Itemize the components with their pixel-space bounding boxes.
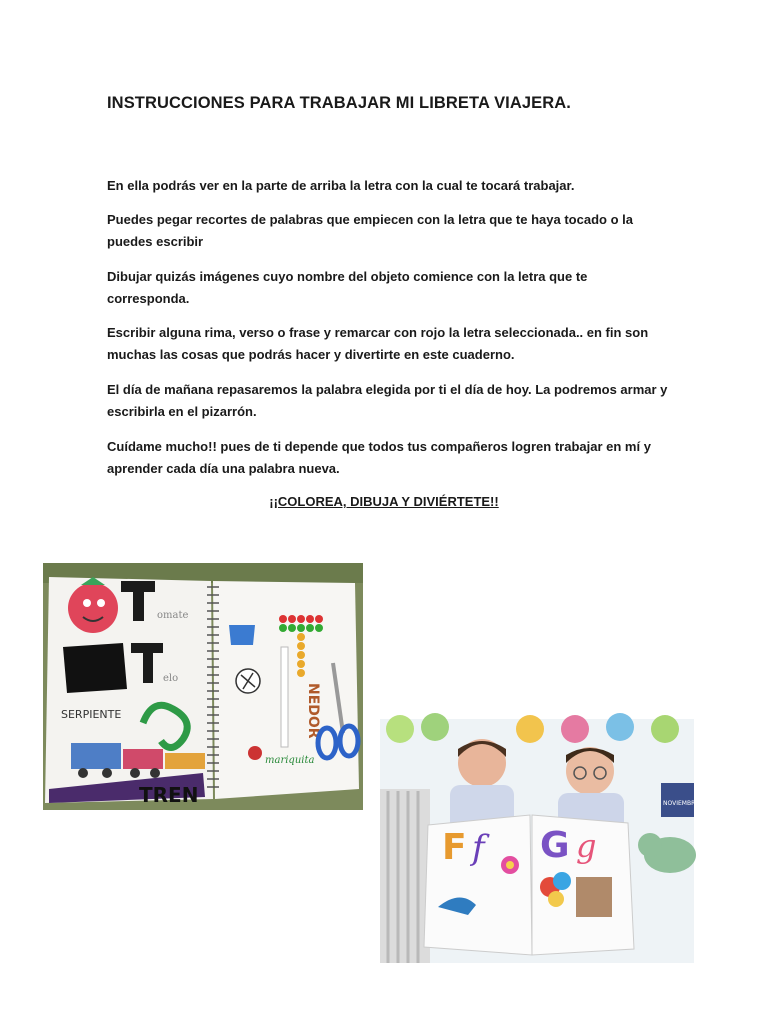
page-title: INSTRUCCIONES PARA TRABAJAR MI LIBRETA VIAJERA. (107, 94, 571, 112)
paragraph-6: Cuídame mucho!! pues de ti depende que todos tus compañeros logren trabajar en mí y aprender cada día una palabra nueva. (107, 439, 651, 476)
telo-word: elo (163, 673, 179, 684)
paragraph-3: Dibujar quizás imágenes cuyo nombre del objeto comience con la letra que te corresponda. (107, 269, 588, 306)
sign-text: NOVIEMBRE (663, 800, 700, 807)
letter-f-upper: F (442, 827, 467, 868)
paragraph-1: En ella podrás ver en la parte de arriba la letra con la cual te tocará trabajar. (107, 178, 575, 193)
notebook-t-photo (43, 563, 363, 810)
paragraph-2: Puedes pegar recortes de palabras que empiecen con la letra que te haya tocado o la puedes escribir (107, 212, 633, 249)
tren-word: TREN (139, 783, 199, 807)
paragraph-5: El día de mañana repasaremos la palabra elegida por ti el día de hoy. La podremos armar y escribirla en el pizarrón. (107, 382, 668, 419)
mariquita-word: mariquita (265, 755, 315, 766)
letter-f-lower: f (472, 828, 485, 868)
paragraph-4: Escribir alguna rima, verso o frase y remarcar con rojo la letra seleccionada.. en fin son muchas las cosas que podrás hacer y divertirte en este cuaderno. (107, 325, 649, 362)
tomate-word: omate (157, 610, 189, 621)
closing-slogan: ¡¡COLOREA, DIBUJA Y DIVIÉRTETE!! (269, 494, 499, 509)
letter-g-upper: G (540, 825, 570, 866)
letter-g-lower: g (576, 827, 597, 865)
tenedor-word: NEDOR (305, 683, 321, 739)
serpiente-word: SERPIENTE (61, 708, 122, 721)
children-fg-photo (380, 719, 700, 963)
